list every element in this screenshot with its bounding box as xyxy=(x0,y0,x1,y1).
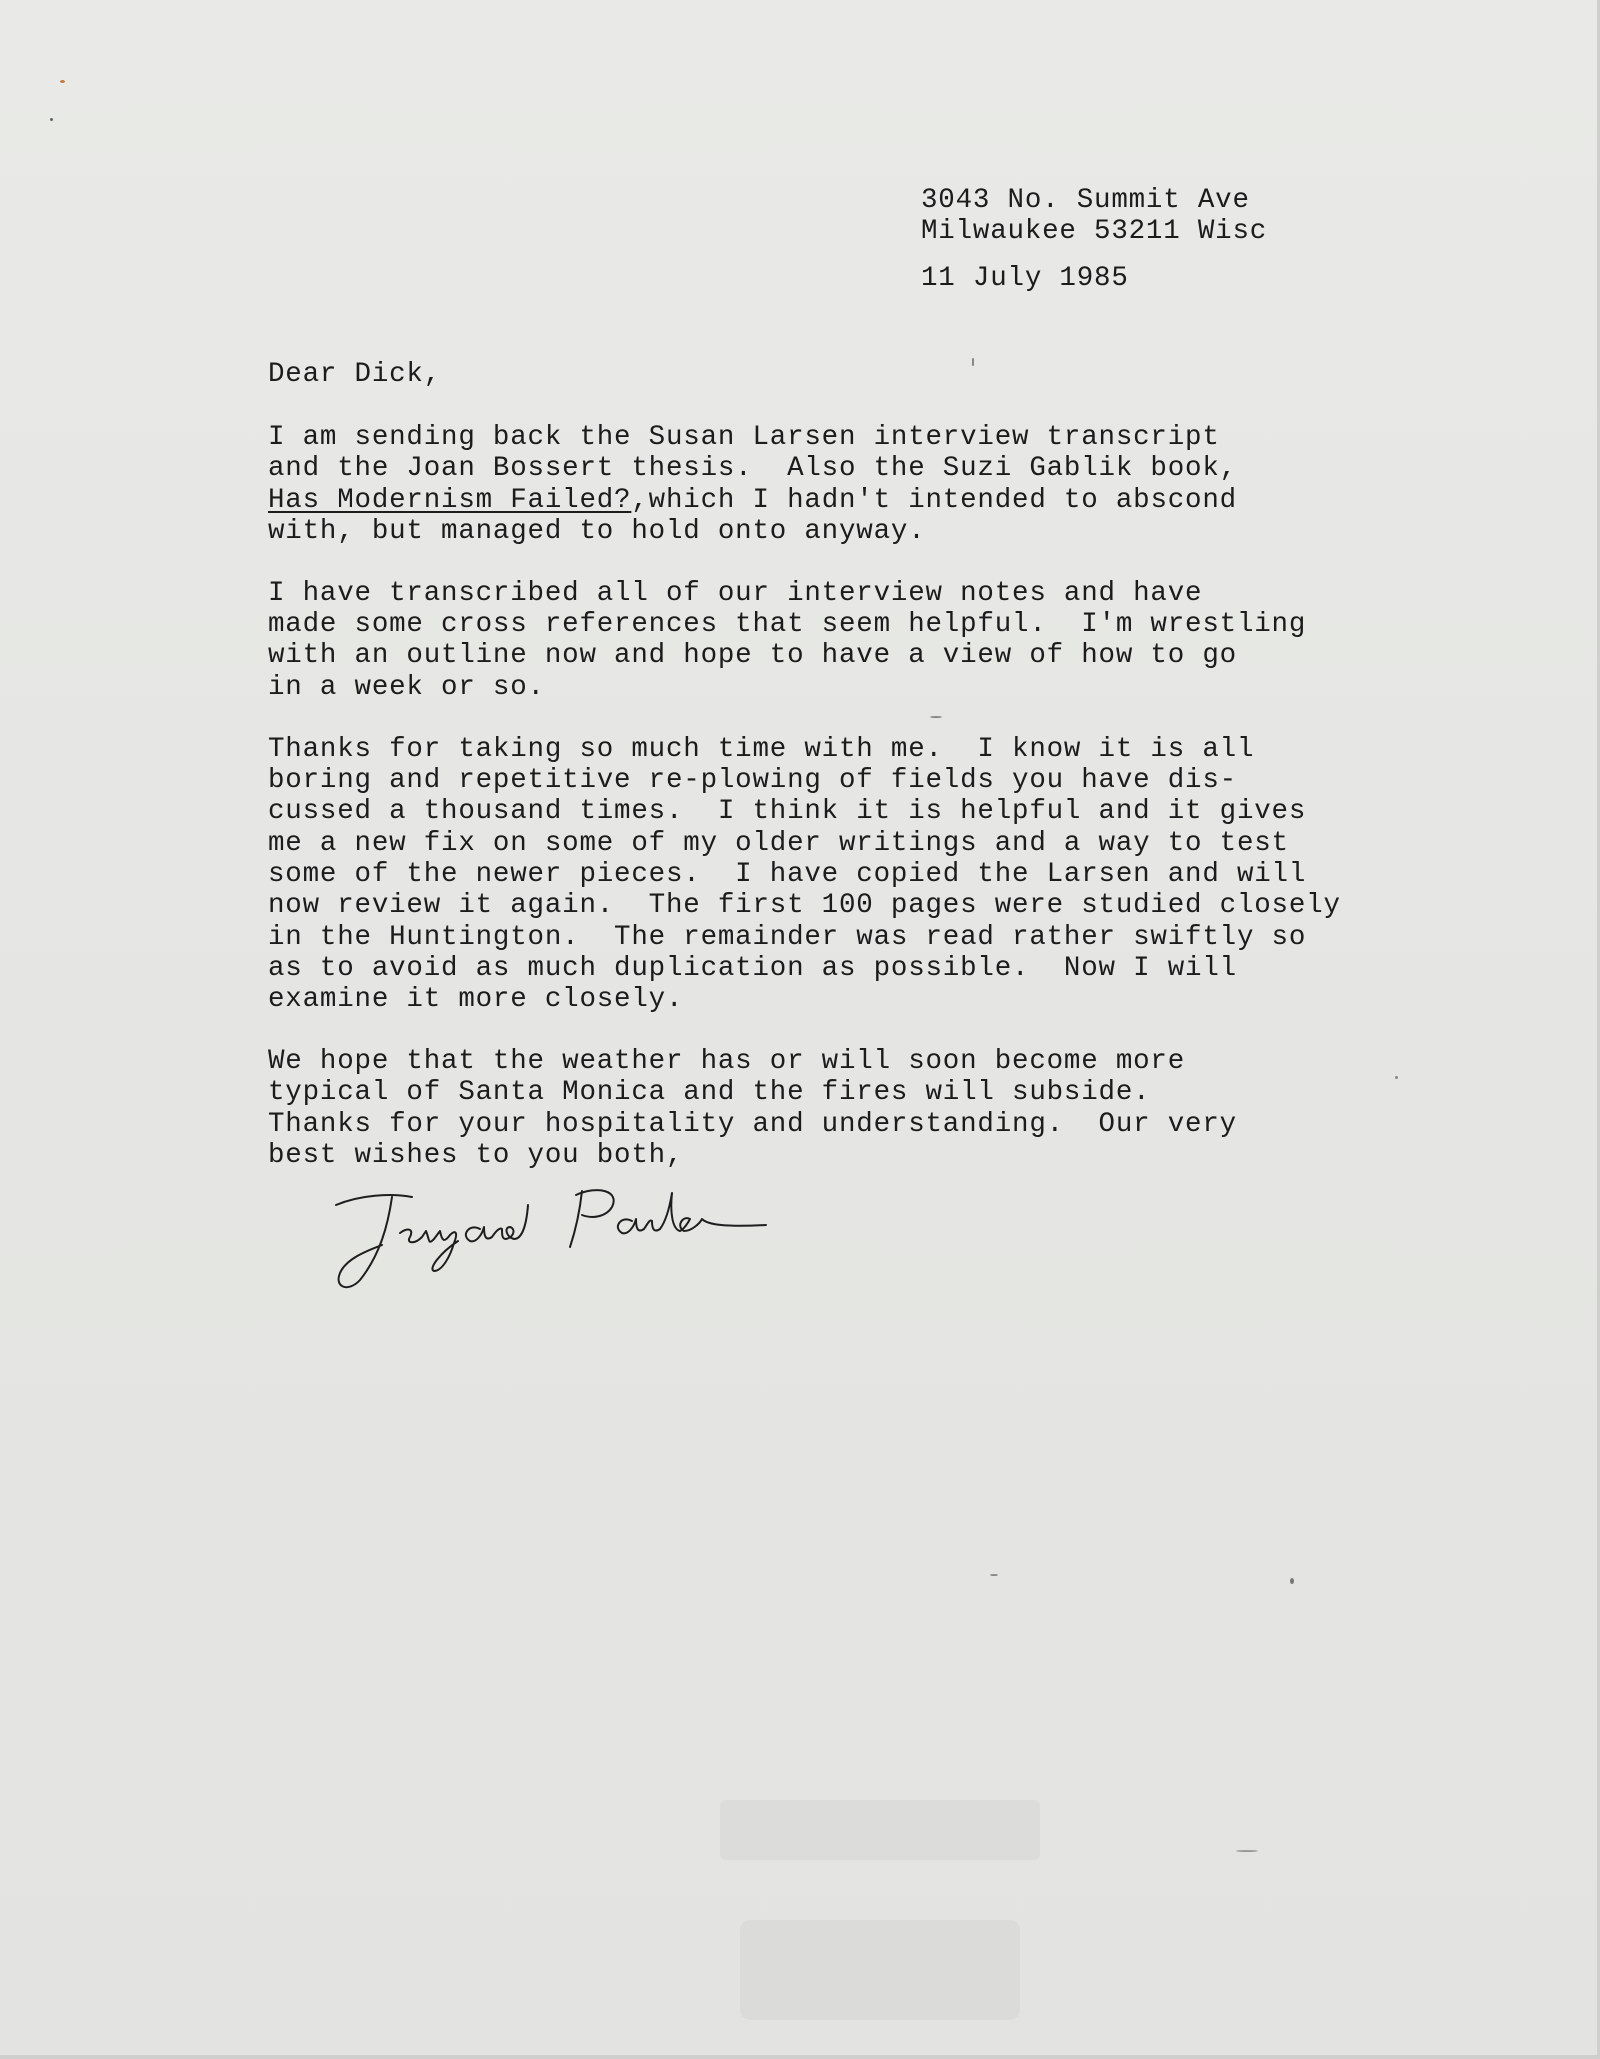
paragraph-2-line: with an outline now and hope to have a view of how to go xyxy=(268,640,1237,671)
paragraph-3-line: now review it again. The first 100 pages were studied closely xyxy=(268,890,1341,921)
paper-edge-bottom xyxy=(0,2055,1600,2059)
paper-speck xyxy=(972,358,974,366)
paragraph-2-line: in a week or so. xyxy=(268,672,545,703)
paragraph-4-line: best wishes to you both, xyxy=(268,1140,684,1171)
paragraph-4-line: Thanks for your hospitality and understanding. Our very xyxy=(268,1109,1237,1140)
paragraph-1-line: with, but managed to hold onto anyway. xyxy=(268,516,926,547)
paper-speck xyxy=(990,1574,998,1576)
paragraph-3-line: as to avoid as much duplication as possible. Now I will xyxy=(268,953,1237,984)
handwritten-signature xyxy=(330,1185,770,1305)
paragraph-3-line: some of the newer pieces. I have copied the Larsen and will xyxy=(268,859,1307,890)
paragraph-3-line: in the Huntington. The remainder was read rather swiftly so xyxy=(268,922,1307,953)
salutation: Dear Dick, xyxy=(268,359,442,390)
paragraph-2-line: made some cross references that seem helpful. I'm wrestling xyxy=(268,609,1307,640)
address-line-2: Milwaukee 53211 Wisc xyxy=(921,216,1268,247)
paper-speck xyxy=(60,80,65,83)
paragraph-1-line xyxy=(268,485,1237,516)
paper-speck xyxy=(930,716,942,718)
paragraph-1-line: I am sending back the Susan Larsen interview transcript xyxy=(268,422,1220,453)
paper-watermark xyxy=(680,1780,1100,2030)
paragraph-3-line: cussed a thousand times. I think it is helpful and it gives xyxy=(268,796,1307,827)
paragraph-3-line: boring and repetitive re-plowing of fields you have dis- xyxy=(268,765,1237,796)
paper-speck xyxy=(1290,1578,1294,1584)
book-title: Has Modernism Failed? xyxy=(268,485,632,516)
paper-speck xyxy=(1395,1076,1398,1079)
paper-speck xyxy=(50,118,53,121)
paragraph-1-text: ,which I hadn't intended to abscond xyxy=(631,485,1237,516)
paragraph-2-line: I have transcribed all of our interview notes and have xyxy=(268,578,1203,609)
address-line-1: 3043 No. Summit Ave xyxy=(921,185,1250,216)
paragraph-1-line: and the Joan Bossert thesis. Also the Suzi Gablik book, xyxy=(268,453,1237,484)
paragraph-3-line: examine it more closely. xyxy=(268,984,684,1015)
paragraph-4-line: typical of Santa Monica and the fires will subside. xyxy=(268,1077,1151,1108)
paragraph-4-line: We hope that the weather has or will soon become more xyxy=(268,1046,1186,1077)
paper-speck xyxy=(1236,1850,1258,1852)
paragraph-3-line: me a new fix on some of my older writings and a way to test xyxy=(268,828,1289,859)
paragraph-3-line: Thanks for taking so much time with me. I know it is all xyxy=(268,734,1255,765)
letter-date: 11 July 1985 xyxy=(921,263,1129,294)
